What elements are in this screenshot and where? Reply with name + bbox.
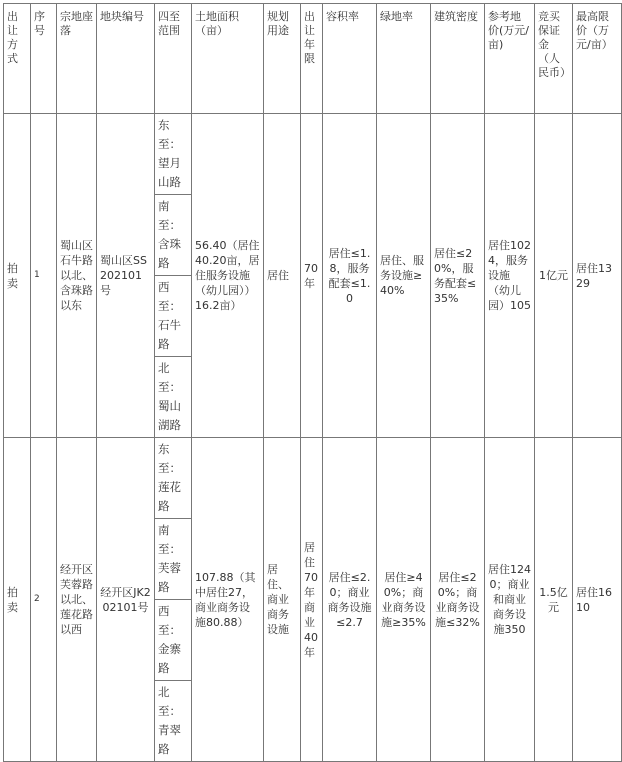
cell-max-price: 居住1329	[573, 114, 622, 438]
header-use: 规划用途	[264, 4, 301, 114]
header-density: 建筑密度	[431, 4, 485, 114]
cell-green: 居住≥40%；商业商务设施≥35%	[377, 438, 431, 762]
cell-boundary-south: 南至：含珠路	[155, 195, 192, 276]
cell-green: 居住、服务设施≥40%	[377, 114, 431, 438]
cell-seq: 2	[31, 438, 57, 762]
cell-term: 居住70年商业40年	[301, 438, 323, 762]
cell-term: 70年	[301, 114, 323, 438]
header-boundaries: 四至范围	[155, 4, 192, 114]
header-parcel-no: 地块编号	[97, 4, 155, 114]
cell-method: 拍卖	[4, 438, 31, 762]
cell-boundary-north: 北至：青翠路	[155, 681, 192, 762]
cell-location: 蜀山区石牛路以北、含珠路以东	[57, 114, 97, 438]
cell-area: 107.88（其中居住27，商业商务设施80.88）	[192, 438, 264, 762]
cell-use: 居住	[264, 114, 301, 438]
cell-parcel-no: 蜀山区SS202101号	[97, 114, 155, 438]
cell-density: 居住≤20%，服务配套≤35%	[431, 114, 485, 438]
cell-far: 居住≤2.0；商业商务设施≤2.7	[323, 438, 377, 762]
header-seq: 序号	[31, 4, 57, 114]
header-far: 容积率	[323, 4, 377, 114]
cell-boundary-east: 东至：望月山路	[155, 114, 192, 195]
cell-density: 居住≤20%；商业商务设施≤32%	[431, 438, 485, 762]
cell-deposit: 1亿元	[535, 114, 573, 438]
cell-boundary-west: 西至：金寨路	[155, 600, 192, 681]
land-auction-table	[3, 3, 622, 762]
cell-boundary-south: 南至：芙蓉路	[155, 519, 192, 600]
header-deposit: 竞买保证金（人民币）	[535, 4, 573, 114]
cell-ref-price: 居住1240；商业和商业商务设施350	[485, 438, 535, 762]
cell-boundary-north: 北至：蜀山湖路	[155, 357, 192, 438]
cell-use: 居住、商业商务设施	[264, 438, 301, 762]
cell-boundary-east: 东至：莲花路	[155, 438, 192, 519]
cell-area: 56.40（居住40.20亩，居住服务设施（幼儿园））16.2亩）	[192, 114, 264, 438]
cell-deposit: 1.5亿元	[535, 438, 573, 762]
header-area: 土地面积（亩）	[192, 4, 264, 114]
cell-location: 经开区芙蓉路以北、莲花路以西	[57, 438, 97, 762]
cell-ref-price: 居住1024，服务设施（幼儿园）105	[485, 114, 535, 438]
cell-seq: 1	[31, 114, 57, 438]
cell-method: 拍卖	[4, 114, 31, 438]
cell-parcel-no: 经开区JK202101号	[97, 438, 155, 762]
table-row	[4, 114, 622, 195]
cell-far: 居住≤1.8，服务配套≤1.0	[323, 114, 377, 438]
cell-max-price: 居住1610	[573, 438, 622, 762]
header-max-price: 最高限价（万元/亩）	[573, 4, 622, 114]
cell-boundary-west: 西至：石牛路	[155, 276, 192, 357]
header-method: 出让方式	[4, 4, 31, 114]
header-location: 宗地座落	[57, 4, 97, 114]
header-row	[4, 4, 622, 114]
header-ref-price: 参考地价(万元/亩)	[485, 4, 535, 114]
header-green: 绿地率	[377, 4, 431, 114]
header-term: 出让年限	[301, 4, 323, 114]
table-row	[4, 438, 622, 519]
